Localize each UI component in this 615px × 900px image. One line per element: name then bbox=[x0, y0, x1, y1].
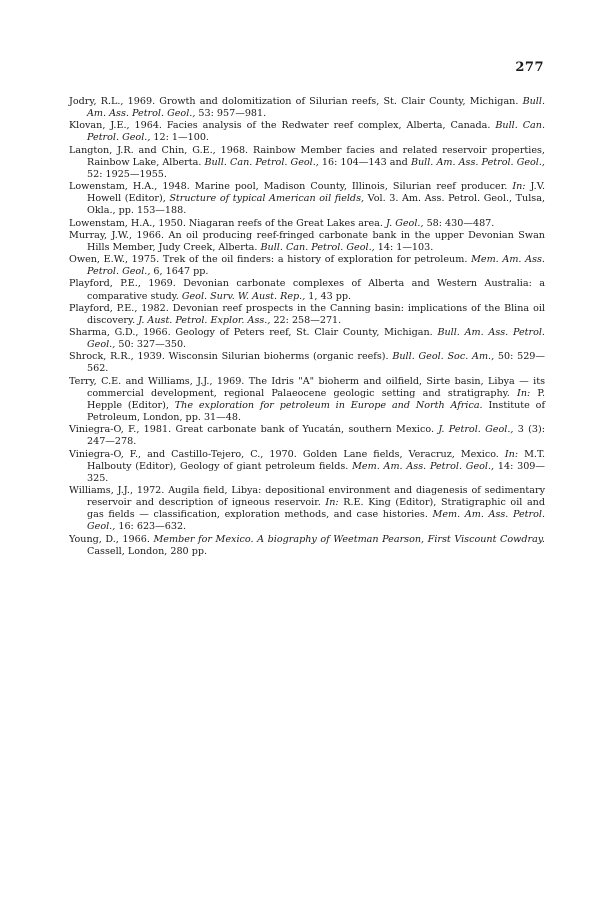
ref-text: Institute of Petroleum, London, pp. 31—48. bbox=[87, 399, 546, 424]
ref-text: 1, 43 pp. bbox=[305, 290, 352, 302]
ref-journal: J. Geol., bbox=[386, 217, 424, 229]
ref-text: 58: 430—487. bbox=[423, 217, 495, 229]
ref-text: 50: 327—350. bbox=[115, 339, 187, 351]
ref-text: M.T. Halbouty (Editor), Geology of giant petroleum fields. bbox=[87, 448, 545, 472]
ref-in: In: bbox=[517, 387, 531, 399]
ref-text: Shrock, R.R., 1939. Wisconsin Silurian bioherms (organic reefs). bbox=[69, 351, 393, 363]
ref-text: Murray, J.W., 1966. An oil producing reef-fringed carbonate bank in the upper Devonian Swan Hills Member, Judy Creek, Alberta. bbox=[69, 229, 545, 253]
ref-text: Terry, C.E. and Williams, J.J., 1969. The Idris "A" bioherm and oilfield, Sirte basin, Libya — its commercial development, regional Palaeocene geologic setting and stratigraphy. bbox=[69, 375, 545, 399]
ref-journal: Geol. Surv. W. Aust. Rep., bbox=[181, 290, 306, 302]
ref-text: 14: 309—325. bbox=[87, 460, 545, 484]
ref-journal: J. Aust. Petrol. Explor. Ass., bbox=[138, 314, 271, 326]
ref-book-title: Structure of typical American oil fields, bbox=[169, 193, 365, 205]
ref-in: In: bbox=[504, 448, 519, 460]
ref-text: Viniegra-O, F., 1981. Great carbonate bank of Yucatán, southern Mexico. bbox=[69, 424, 439, 436]
ref-text: Vol. 3. Am. Ass. Petrol. Geol., Tulsa, Okla., pp. 153—188. bbox=[87, 193, 545, 217]
ref-journal: Bull. Can. Petrol. Geol., bbox=[260, 241, 375, 253]
ref-text: Jodry, R.L., 1969. Growth and dolomitization of Silurian reefs, St. Clair County, Michigan. bbox=[69, 96, 523, 107]
reference-entry bbox=[69, 449, 545, 485]
reference-list bbox=[69, 96, 545, 558]
reference-entry bbox=[69, 254, 545, 278]
ref-journal: Mem. Am. Ass. Petrol. Geol., bbox=[352, 460, 495, 472]
ref-journal: Bull. Am. Ass. Petrol. Geol., bbox=[410, 156, 545, 168]
ref-text: 52: 1925—1955. bbox=[87, 168, 167, 180]
ref-journal: Mem. Am. Ass. Petrol. Geol., bbox=[87, 509, 545, 533]
ref-journal: Mem. Am. Ass. Petrol. Geol., bbox=[87, 254, 545, 278]
reference-entry bbox=[69, 485, 545, 534]
ref-in: In: bbox=[512, 181, 526, 193]
ref-text: 16: 623—632. bbox=[115, 521, 187, 533]
ref-text: 12: 1—100. bbox=[150, 132, 209, 144]
ref-journal: Bull. Geol. Soc. Am., bbox=[392, 351, 495, 363]
ref-text: 3 (3): 247—278. bbox=[87, 424, 545, 448]
ref-text: Sharma, G.D., 1966. Geology of Peters reef, St. Clair County, Michigan. bbox=[69, 326, 438, 338]
reference-entry bbox=[69, 145, 545, 181]
reference-entry bbox=[69, 120, 545, 144]
ref-text: Lowenstam, H.A., 1950. Niagaran reefs of the Great Lakes area. bbox=[69, 217, 387, 229]
ref-text: 16: 104—143 and bbox=[318, 156, 411, 168]
ref-journal: Bull. Am. Ass. Petrol. Geol., bbox=[87, 326, 545, 351]
ref-text: 14: 1—103. bbox=[374, 241, 434, 253]
ref-journal: Bull. Can. Petrol. Geol., bbox=[87, 120, 545, 144]
ref-text: Lowenstam, H.A., 1948. Marine pool, Madison County, Illinois, Silurian reef producer. bbox=[69, 181, 513, 193]
reference-entry bbox=[69, 278, 545, 302]
ref-text: P. Hepple (Editor), bbox=[87, 387, 545, 411]
ref-text: Playford, P.E., 1982. Devonian reef prospects in the Canning basin: implications of the Blina oil discovery. bbox=[69, 302, 545, 326]
ref-text: J.V. Howell (Editor), bbox=[87, 181, 545, 205]
ref-text: R.E. King (Editor), Stratigraphic oil and gas fields — classification, exploration methods, and case histories. bbox=[87, 497, 546, 521]
ref-text: Langton, J.R. and Chin, G.E., 1968. Rainbow Member facies and related reservoir properties, Rainbow Lake, Alberta. bbox=[69, 144, 545, 168]
ref-text: Playford, P.E., 1969. Devonian carbonate complexes of Alberta and Western Australia: a comparative study. bbox=[69, 278, 545, 302]
ref-text: Klovan, J.E., 1964. Facies analysis of the Redwater reef complex, Alberta, Canada. bbox=[69, 120, 496, 132]
ref-in: In: bbox=[325, 497, 339, 509]
reference-entry bbox=[69, 327, 545, 351]
reference-entry bbox=[69, 534, 545, 558]
ref-text: Young, D., 1966. bbox=[69, 533, 154, 545]
ref-journal: Bull. Am. Ass. Petrol. Geol., bbox=[87, 96, 545, 120]
reference-entry bbox=[69, 96, 545, 120]
reference-entry bbox=[69, 424, 545, 448]
reference-entry bbox=[69, 218, 545, 230]
reference-entry bbox=[69, 303, 545, 327]
ref-text: 22: 258—271. bbox=[270, 314, 342, 326]
ref-text: Viniegra-O, F., and Castillo-Tejero, C., 1970. Golden Lane fields, Veracruz, Mexico. bbox=[69, 448, 505, 460]
reference-entry bbox=[69, 351, 545, 375]
ref-journal: Bull. Can. Petrol. Geol., bbox=[204, 156, 319, 168]
page-number: 277 bbox=[515, 60, 544, 75]
ref-text: Owen, E.W., 1975. Trek of the oil finders: a history of exploration for petroleum. bbox=[69, 254, 472, 266]
ref-text: 50: 529—562. bbox=[87, 351, 545, 375]
ref-text: 53: 957—981. bbox=[195, 108, 267, 120]
ref-text: Williams, J.J., 1972. Augila field, Libya: depositional environment and diagenesis of sedimentary reservoir and description of igneous reservoir. bbox=[69, 485, 545, 509]
reference-entry bbox=[69, 230, 545, 254]
ref-book-title: The exploration for petroleum in Europe and North Africa. bbox=[174, 399, 483, 411]
ref-journal: J. Petrol. Geol., bbox=[438, 424, 514, 436]
reference-entry bbox=[69, 181, 545, 217]
ref-text: 6, 1647 pp. bbox=[150, 266, 209, 278]
ref-book-title: Member for Mexico. A biography of Weetman Pearson, First Viscount Cowdray. bbox=[153, 533, 545, 545]
ref-text: Cassell, London, 280 pp. bbox=[87, 545, 208, 557]
reference-entry bbox=[69, 376, 545, 425]
